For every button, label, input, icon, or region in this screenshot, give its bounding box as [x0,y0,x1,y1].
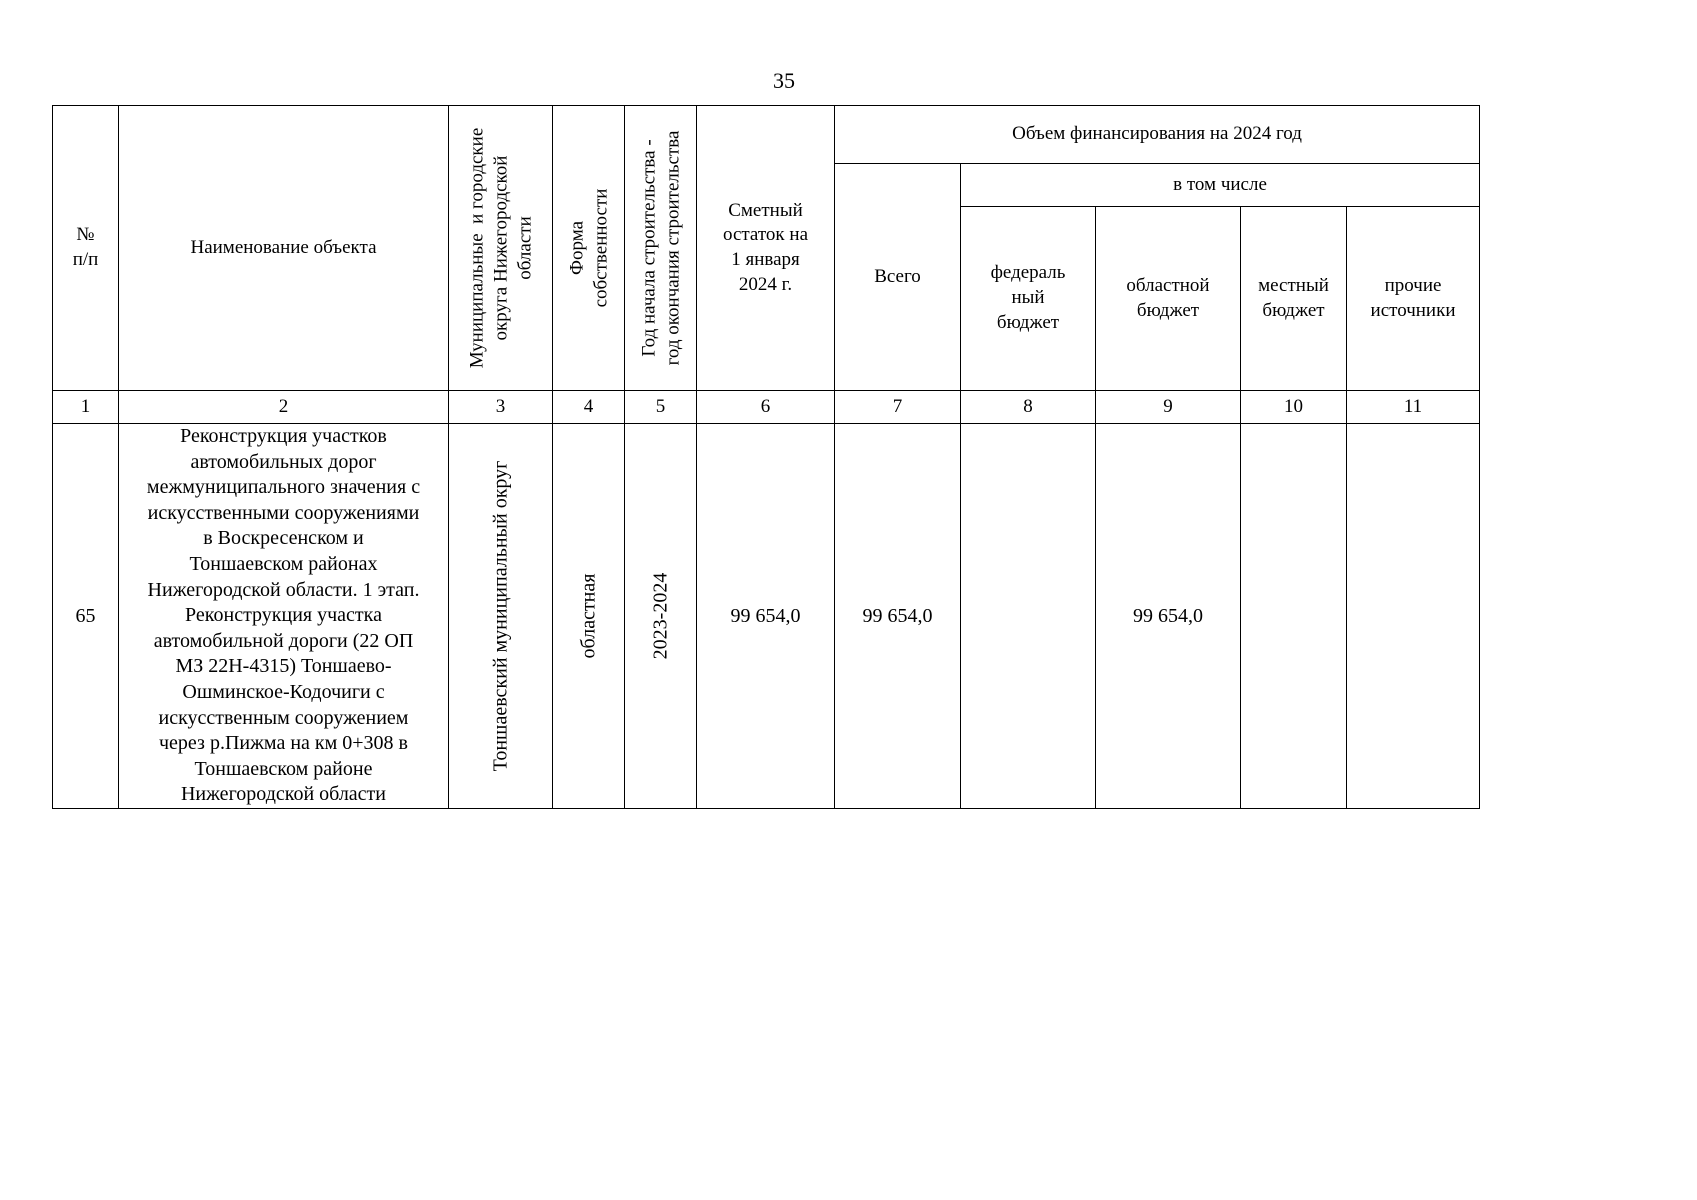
column-number-row [53,391,1480,424]
row-municipality: Тоншаевский муниципальный округ [449,424,553,809]
header-estimate: Сметный остаток на 1 января 2024 г. [697,106,835,391]
header-including: в том числе [961,164,1480,207]
row-regional: 99 654,0 [1096,424,1241,809]
column-number: 5 [625,391,697,424]
financing-table [52,105,1480,809]
header-municipality: Муниципальные и городские округа Нижегородской области [449,106,553,391]
column-number: 7 [835,391,961,424]
row-estimate: 99 654,0 [697,424,835,809]
table-row [53,424,1480,809]
row-years: 2023-2024 [625,424,697,809]
row-num: 65 [53,424,119,809]
row-federal [961,424,1096,809]
header-total: Всего [835,164,961,391]
column-number: 11 [1347,391,1480,424]
row-ownership: областная [553,424,625,809]
header-local: местный бюджет [1241,207,1347,391]
column-number: 6 [697,391,835,424]
header-years: Год начала строительства - год окончания строительства [625,106,697,391]
row-name: Реконструкция участков автомобильных дорог межмуниципального значения с искусственными сооружениями в Воскресенском и Тоншаевском районах Нижегородской области. 1 этап. Реконструкция участка автомобильной дороги (22 ОП МЗ 22Н-4315) Тоншаево- Ошминское-Кодочиги с искусственным сооружением через р.Пижма на км 0+308 в Тоншаевском районе Нижегородской области [119,424,449,809]
header-federal: федераль ный бюджет [961,207,1096,391]
header-financing: Объем финансирования на 2024 год [835,106,1480,164]
row-other [1347,424,1480,809]
header-other: прочие источники [1347,207,1480,391]
column-number: 9 [1096,391,1241,424]
page-number: 35 [773,68,795,93]
column-number: 1 [53,391,119,424]
header-num: № п/п [53,106,119,391]
column-number: 8 [961,391,1096,424]
row-total: 99 654,0 [835,424,961,809]
column-number: 2 [119,391,449,424]
column-number: 4 [553,391,625,424]
row-local [1241,424,1347,809]
header-regional: областной бюджет [1096,207,1241,391]
header-name: Наименование объекта [119,106,449,391]
header-ownership: Форма собственности [553,106,625,391]
column-number: 10 [1241,391,1347,424]
column-number: 3 [449,391,553,424]
